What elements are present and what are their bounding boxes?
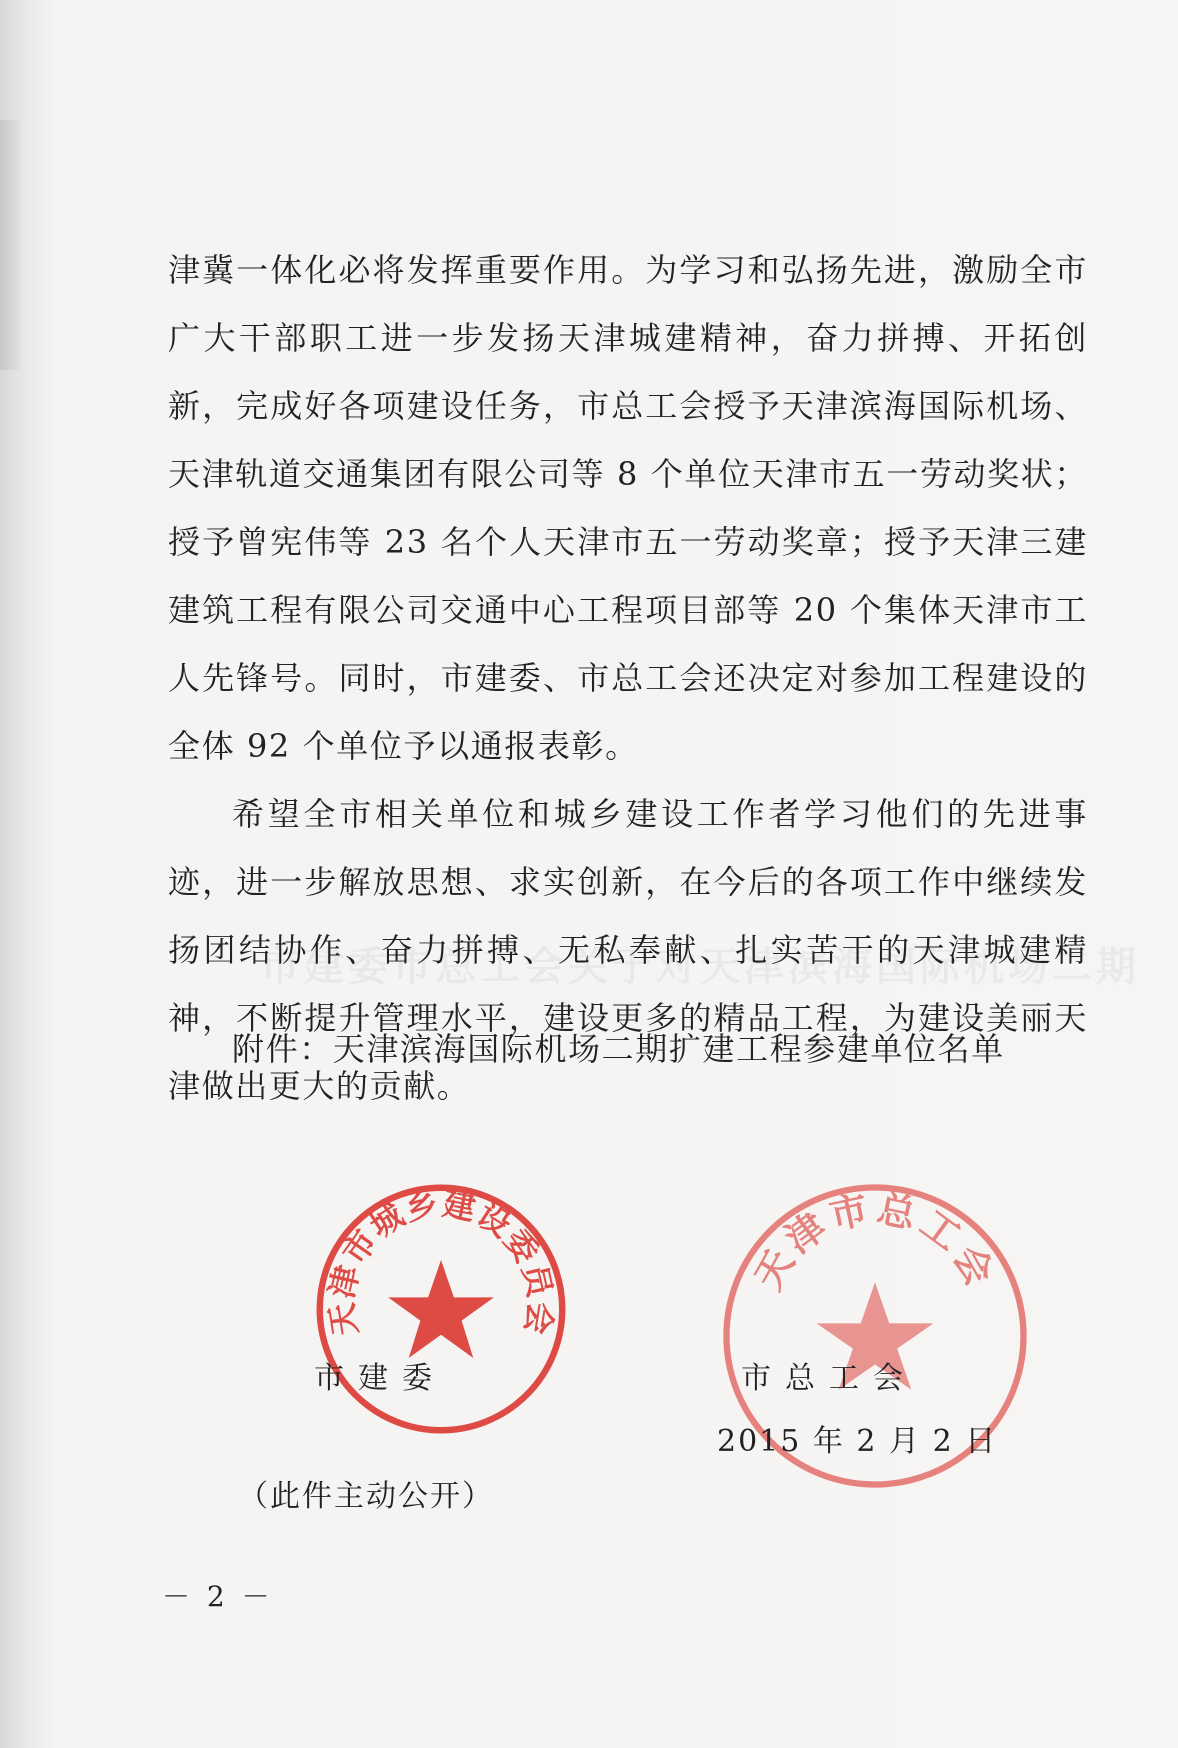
signature-right-org: 市总工会	[741, 1361, 917, 1396]
city-construction-seal	[312, 1180, 570, 1438]
signature-left-org: 市建委	[314, 1361, 446, 1396]
seal-right-text: 天津市总工会	[745, 1185, 1005, 1297]
svg-text:天津市城乡建设委员会	[322, 1185, 560, 1339]
signature-date: 2015 年 2 月 2 日	[717, 1424, 998, 1459]
body-text	[168, 236, 1088, 1120]
svg-text:天津市总工会	[746, 1186, 1004, 1297]
attachment-line: 附件：天津滨海国际机场二期扩建工程参建单位名单	[232, 1030, 1005, 1068]
seal-left-text: 天津市城乡建设委员会	[322, 1184, 560, 1339]
disclosure-note: （此件主动公开）	[238, 1479, 494, 1514]
paragraph-1: 津冀一体化必将发挥重要作用。为学习和弘扬先进，激励全市广大干部职工进一步发扬天津城建精神，奋力拼搏、开拓创新，完成好各项建设任务，市总工会授予天津滨海国际机场、天津轨道交通集团有限公司等 8 个单位天津市五一劳动奖状；授予曾宪伟等 23 名个人天津市五一劳动奖章；授予天津三建建筑工程有限公司交通中心工程项目部等 20 个集体天津市工人先锋号。同时，市建委、市总工会还决定对参加工程建设的全体 92 个单位予以通报表彰。	[168, 251, 1088, 765]
scan-edge-shadow	[0, 120, 22, 370]
page-number: － 2 －	[162, 1580, 274, 1613]
paragraph-2: 希望全市相关单位和城乡建设工作者学习他们的先进事迹，进一步解放思想、求实创新，在今后的各项工作中继续发扬团结协作、奋力拼搏、无私奉献、扎实苦干的天津城建精神，不断提升管理水平，建设更多的精品工程，为建设美丽天津做出更大的贡献。	[168, 795, 1088, 1105]
